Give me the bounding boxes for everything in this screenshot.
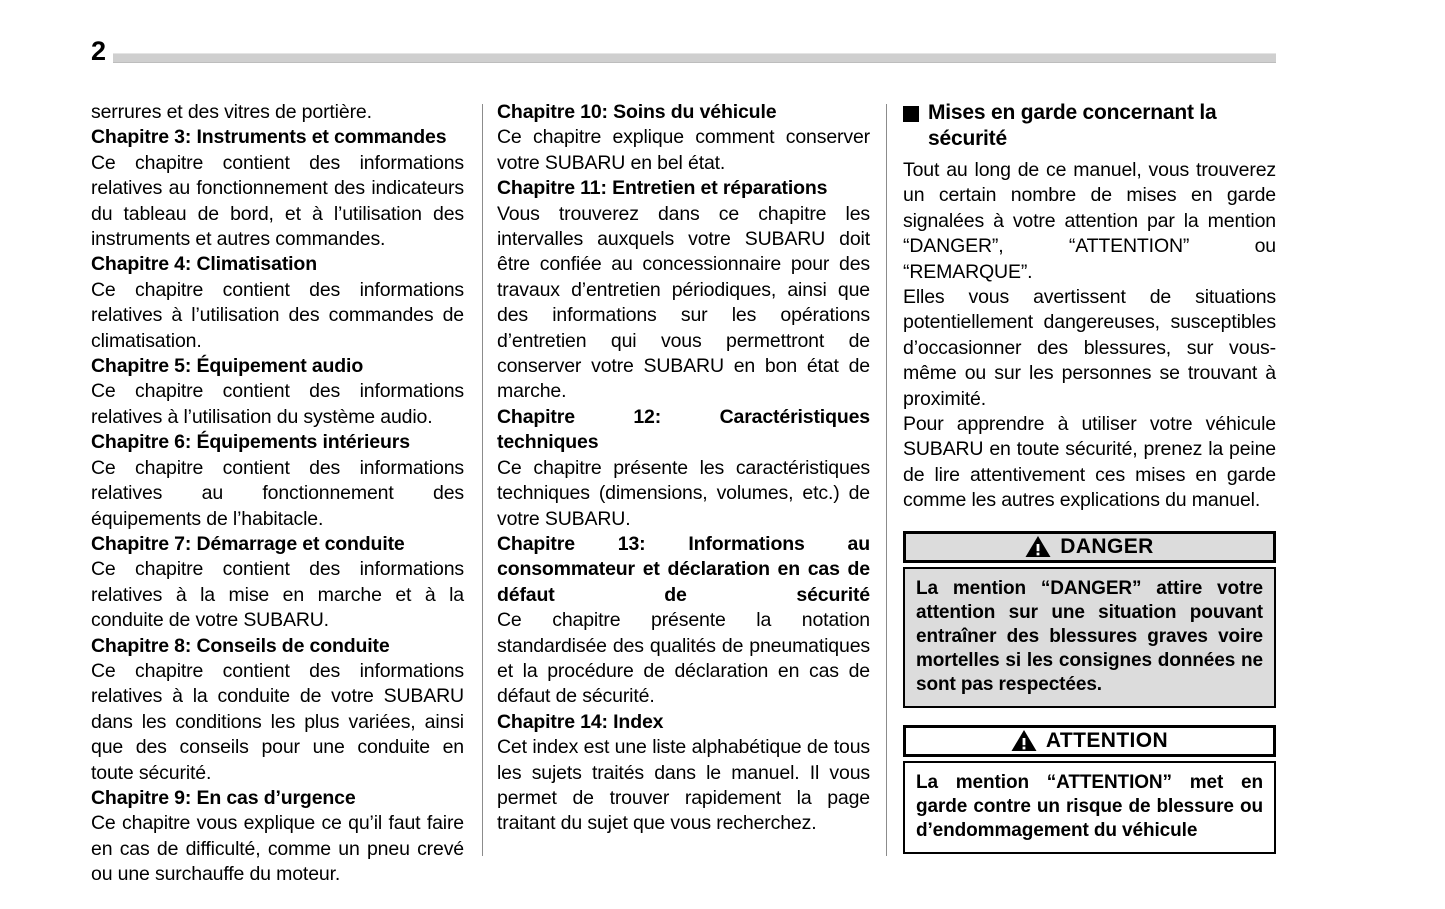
column-1 [91,100,464,888]
paragraph: Ce chapitre contient des informations relatives à la mise en marche et à la conduite de votre SUBARU. [91,558,464,632]
safety-section-heading [903,100,1276,152]
paragraph: Ce chapitre présente la notation standardisée des qualités de pneumatiques et la procédure de déclaration en cas de défaut de sécurité. [497,609,870,708]
chapter-heading: Chapitre 9: En cas d’urgence [91,786,356,809]
attention-warning-header [903,725,1276,757]
paragraph: serrures et des vitres de portière. [91,101,372,123]
square-bullet-icon [903,106,919,122]
chapter-heading: Chapitre 6: Équipements intérieurs [91,431,410,454]
paragraph: Tout au long de ce manuel, vous trouverez un certain nombre de mises en garde signalées à votre attention par la mention “DANGER”, “ATTENTION” ou “REMARQUE”. [903,159,1276,283]
column-2 [497,100,870,837]
paragraph: Elles vous avertissent de situations potentiellement dangereuses, susceptibles d’occasionner des blessures, sur vous-même ou sur les personnes se trouvant à proximité. [903,286,1276,410]
paragraph: Ce chapitre vous explique ce qu’il faut faire en cas de difficulté, comme un pneu crevé ou une surchauffe du moteur. [91,812,464,886]
page-number: 2 [91,36,106,66]
page-header [0,0,1445,78]
paragraph: Ce chapitre contient des informations relatives à l’utilisation des commandes de climatisation. [91,278,464,352]
danger-warning-block [903,531,1276,708]
paragraph: Ce chapitre contient des informations relatives à l’utilisation du système audio. [91,380,464,428]
attention-warning-title: ATTENTION [1045,728,1169,752]
danger-warning-body [903,567,1276,708]
paragraph: Ce chapitre contient des informations relatives à la conduite de votre SUBARU dans les conditions les plus variées, ainsi que des conseils pour une conduite en toute sécurité. [91,659,464,784]
warning-triangle-icon [1011,729,1037,752]
header-rule [113,53,1276,63]
paragraph: Cet index est une liste alphabétique de tous les sujets traités dans le manuel. Il vous permet de trouver rapidement la page traitant du sujet que vous recherchez. [497,736,870,835]
safety-section-heading-label: Mises en garde concernant la sécurité [928,101,1217,150]
danger-warning-title: DANGER [1060,534,1154,558]
paragraph: Ce chapitre présente les caractéristiques techniques (dimensions, volumes, etc.) de votre SUBARU. [497,456,870,530]
chapter-heading: Chapitre 10: Soins du véhicule [497,101,777,123]
three-column-body [0,100,1445,886]
paragraph: Pour apprendre à utiliser votre véhicule SUBARU en toute sécurité, prenez la peine de lire attentivement ces mises en garde comme les autres explications du manuel. [903,413,1276,512]
column-divider-1 [482,104,483,856]
column-3 [903,100,1276,854]
paragraph: Ce chapitre explique comment conserver votre SUBARU en bel état. [497,126,870,174]
attention-warning-text: La mention “ATTENTION” met en garde contre un risque de blessure ou d’endommagement du véhicule [916,771,1263,841]
chapter-heading: Chapitre 12: Caractéristiques techniques [497,405,870,454]
chapter-heading: Chapitre 11: Entretien et réparations [497,177,828,200]
column-divider-2 [886,104,887,856]
chapter-heading: Chapitre 14: Index [497,710,664,733]
attention-warning-block [903,725,1276,854]
chapter-heading: Chapitre 3: Instruments et commandes [91,126,447,149]
paragraph: Ce chapitre contient des informations relatives au fonctionnement des équipements de l’habitacle. [91,456,464,530]
chapter-heading: Chapitre 7: Démarrage et conduite [91,532,405,555]
chapter-heading: Chapitre 13: Informations au consommateur et déclaration en cas de défaut de sécurité [497,532,870,606]
chapter-heading: Chapitre 4: Climatisation [91,253,317,276]
paragraph: Ce chapitre contient des informations relatives au fonctionnement des indicateurs du tableau de bord, et à l’utilisation des instruments et autres commandes. [91,151,464,251]
danger-warning-text: La mention “DANGER” attire votre attention sur une situation pouvant entraîner des blessures graves voire mortelles si les consignes données ne sont pas respectées. [916,577,1263,695]
attention-warning-body [903,761,1276,854]
warning-triangle-icon [1025,535,1051,558]
paragraph: Vous trouverez dans ce chapitre les intervalles auxquels votre SUBARU doit être confiée au concessionnaire pour des travaux d’entretien périodiques, ainsi que des informations sur les opérations d’entretien qui vous permettront de conserver votre SUBARU en bon état de marche. [497,202,870,403]
danger-warning-header [903,531,1276,563]
chapter-heading: Chapitre 8: Conseils de conduite [91,634,390,657]
chapter-heading: Chapitre 5: Équipement audio [91,355,364,378]
